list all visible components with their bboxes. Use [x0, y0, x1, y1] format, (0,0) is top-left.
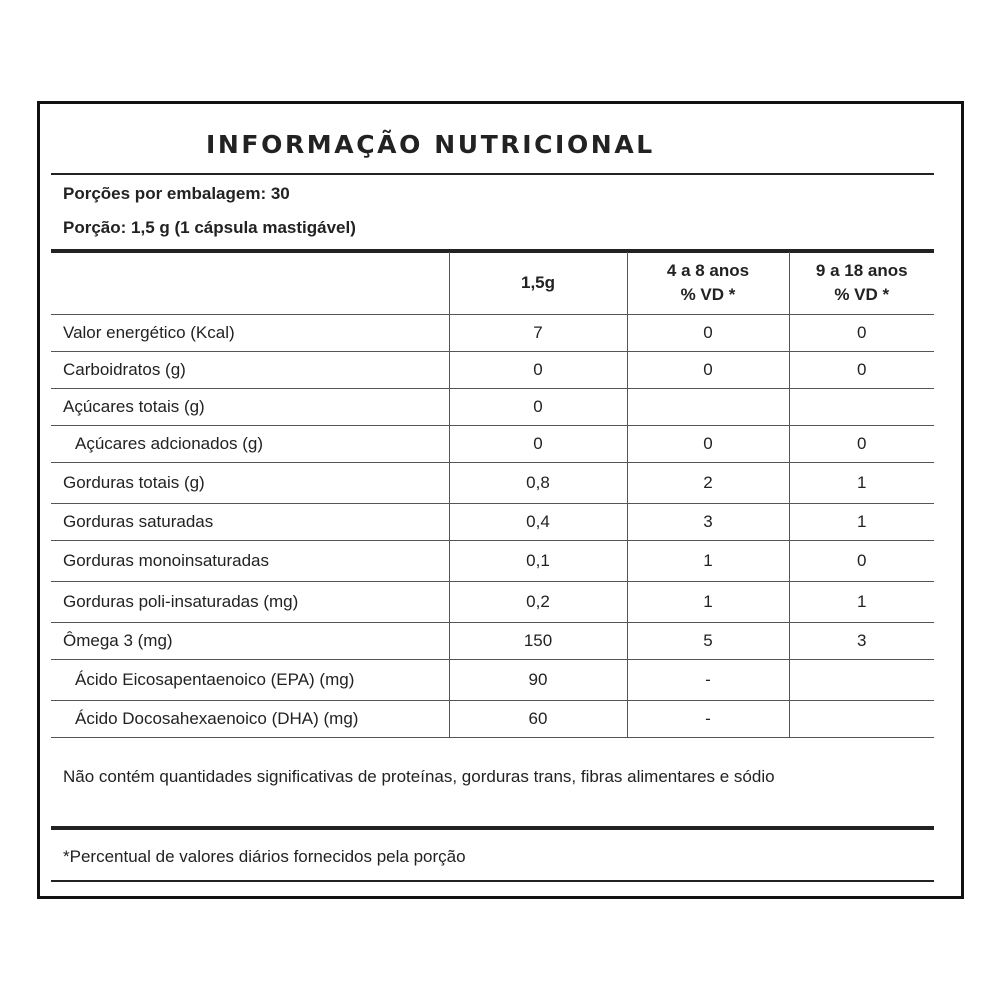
row-vd-9-18: 1 [789, 462, 934, 503]
row-vd-4-8: 5 [627, 622, 789, 659]
row-amount: 0,2 [449, 581, 627, 622]
footnote-divider [51, 826, 934, 830]
header-vd-9-18-line2: % VD * [834, 284, 890, 304]
row-label: Gorduras totais (g) [51, 462, 449, 503]
table-row [51, 388, 934, 425]
row-label: Ácido Docosahexaenoico (DHA) (mg) [51, 700, 449, 737]
servings-per-package: Porções por embalagem: 30 [63, 184, 290, 203]
panel-title: INFORMAÇÃO NUTRICIONAL [206, 130, 655, 159]
row-vd-4-8: - [627, 700, 789, 737]
row-label: Gorduras monoinsaturadas [51, 540, 449, 581]
table-row [51, 622, 934, 659]
row-vd-9-18: 0 [789, 351, 934, 388]
row-amount: 150 [449, 622, 627, 659]
row-amount: 0,1 [449, 540, 627, 581]
row-label: Açúcares adcionados (g) [51, 425, 449, 462]
row-vd-9-18: 0 [789, 540, 934, 581]
not-significant-note: Não contém quantidades significativas de proteínas, gorduras trans, fibras alimentares e sódio [63, 767, 775, 786]
row-vd-9-18 [789, 700, 934, 737]
row-amount: 0,4 [449, 503, 627, 540]
row-label: Ômega 3 (mg) [51, 622, 449, 659]
row-vd-4-8: 0 [627, 351, 789, 388]
table-row [51, 351, 934, 388]
row-amount: 7 [449, 314, 627, 351]
row-label: Carboidratos (g) [51, 351, 449, 388]
header-amount-label: 1,5g [520, 272, 556, 292]
nutrition-table [51, 252, 934, 738]
table-row [51, 503, 934, 540]
table-row [51, 314, 934, 351]
row-label: Ácido Eicosapentaenoico (EPA) (mg) [51, 659, 449, 700]
table-row [51, 462, 934, 503]
row-vd-4-8: 2 [627, 462, 789, 503]
table-row [51, 540, 934, 581]
row-amount: 60 [449, 700, 627, 737]
row-label: Valor energético (Kcal) [51, 314, 449, 351]
header-blank [51, 252, 449, 314]
nutrition-facts-panel [37, 101, 964, 899]
table-row [51, 581, 934, 622]
row-vd-4-8: 1 [627, 540, 789, 581]
row-vd-4-8: 0 [627, 425, 789, 462]
row-vd-4-8: 3 [627, 503, 789, 540]
footnote: *Percentual de valores diários fornecidos pela porção [63, 847, 466, 866]
row-vd-4-8 [627, 388, 789, 425]
row-label: Gorduras saturadas [51, 503, 449, 540]
table-row [51, 425, 934, 462]
row-label: Gorduras poli-insaturadas (mg) [51, 581, 449, 622]
row-vd-9-18 [789, 659, 934, 700]
row-vd-4-8: - [627, 659, 789, 700]
row-amount: 0 [449, 425, 627, 462]
serving-size: Porção: 1,5 g (1 cápsula mastigável) [63, 218, 356, 237]
header-amount [449, 252, 627, 314]
row-vd-9-18 [789, 388, 934, 425]
table-row [51, 659, 934, 700]
header-vd-9-18 [789, 252, 934, 314]
row-amount: 0 [449, 388, 627, 425]
row-vd-9-18: 0 [789, 425, 934, 462]
header-vd-4-8-line2: % VD * [680, 284, 736, 304]
row-amount: 0,8 [449, 462, 627, 503]
title-divider [51, 173, 934, 175]
header-vd-4-8 [627, 252, 789, 314]
row-vd-9-18: 1 [789, 503, 934, 540]
row-vd-9-18: 3 [789, 622, 934, 659]
row-amount: 90 [449, 659, 627, 700]
row-vd-4-8: 1 [627, 581, 789, 622]
row-vd-4-8: 0 [627, 314, 789, 351]
bottom-rule [51, 880, 934, 882]
table-header-row [51, 252, 934, 314]
row-amount: 0 [449, 351, 627, 388]
header-vd-9-18-line1: 9 a 18 anos [815, 260, 908, 280]
row-vd-9-18: 1 [789, 581, 934, 622]
header-vd-4-8-line1: 4 a 8 anos [666, 260, 750, 280]
row-vd-9-18: 0 [789, 314, 934, 351]
table-row [51, 700, 934, 737]
row-label: Açúcares totais (g) [51, 388, 449, 425]
